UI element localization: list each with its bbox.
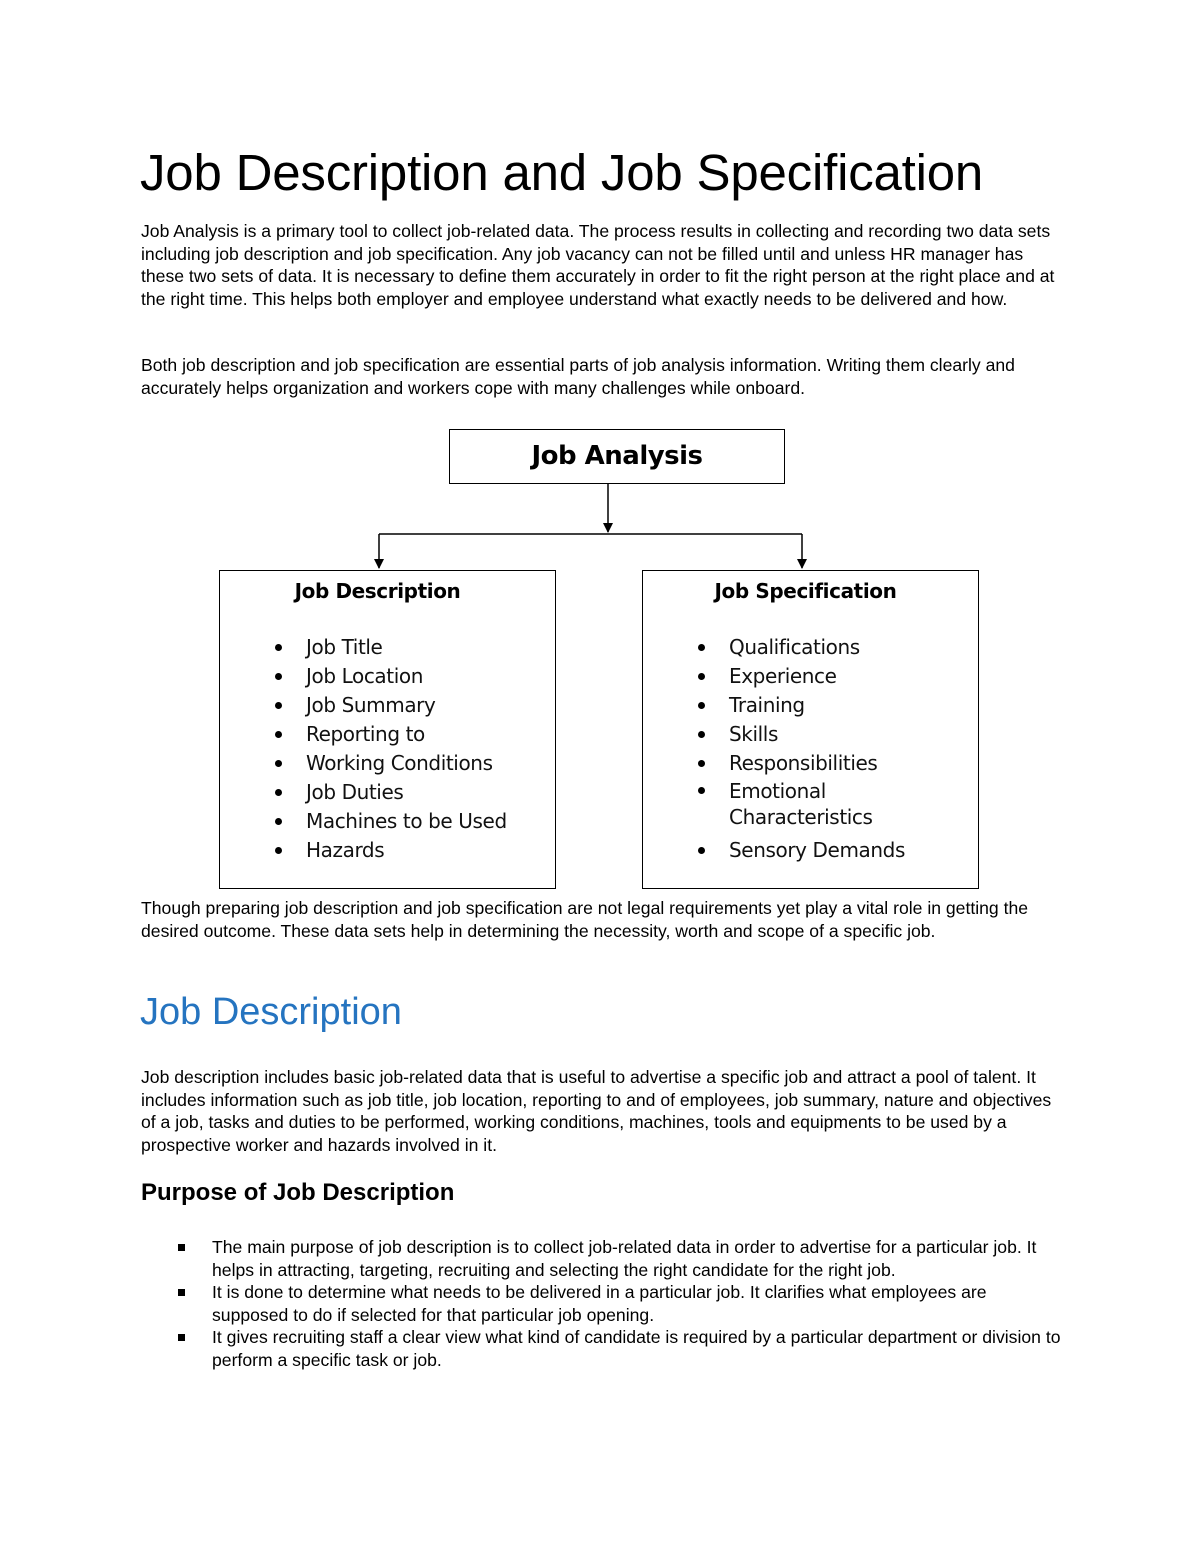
bullet-icon xyxy=(698,787,705,794)
list-item: It gives recruiting staff a clear view what kind of candidate is required by a particular department or division to perform a specific task or job. xyxy=(141,1326,1066,1371)
page-title: Job Description and Job Specification xyxy=(140,144,984,201)
list-item: Training xyxy=(643,691,905,720)
list-item: Hazards xyxy=(220,836,507,865)
list-item: Working Conditions xyxy=(220,749,507,778)
job-description-box-title: Job Description xyxy=(294,579,461,603)
intro-paragraph-2: Both job description and job specification are essential parts of job analysis information. Writing them clearly and accurately helps organization and workers cope with many challenges while onboard. xyxy=(141,355,1015,398)
job-specification-box xyxy=(642,570,979,889)
bullet-icon xyxy=(698,731,705,738)
list-item: Job Title xyxy=(220,633,507,662)
list-item: Skills xyxy=(643,720,905,749)
square-bullet-icon xyxy=(178,1334,185,1341)
bullet-icon xyxy=(275,673,282,680)
list-item: The main purpose of job description is to collect job-related data in order to advertise for a particular job. It helps in attracting, targeting, recruiting and selecting the right candidate for the right job. xyxy=(141,1236,1066,1281)
list-item: Job Summary xyxy=(220,691,507,720)
job-analysis-label: Job Analysis xyxy=(531,441,703,471)
bullet-icon xyxy=(698,673,705,680)
square-bullet-icon xyxy=(178,1244,185,1251)
job-specification-box-title: Job Specification xyxy=(714,579,897,603)
bullet-icon xyxy=(275,818,282,825)
bullet-icon xyxy=(275,731,282,738)
list-item: Sensory Demands xyxy=(643,836,905,865)
bullet-icon xyxy=(698,702,705,709)
bullet-icon xyxy=(275,760,282,767)
job-description-paragraph: Job description includes basic job-related data that is useful to advertise a specific job and attract a pool of talent. It includes information such as job title, job location, reporting to and of employees, job summary, nature and objectives of a job, tasks and duties to be performed, working conditions, machines, tools and equipments to be used by a prospective worker and hazards involved in it. xyxy=(141,1067,1052,1155)
bullet-icon xyxy=(698,760,705,767)
purpose-list xyxy=(141,1236,1066,1372)
bullet-icon xyxy=(275,789,282,796)
list-item: Experience xyxy=(643,662,905,691)
summary-paragraph: Though preparing job description and job specification are not legal requirements yet play a vital role in getting the desired outcome. These data sets help in determining the necessity, worth and scope of a specific job. xyxy=(141,898,1029,941)
bullet-icon xyxy=(275,847,282,854)
list-item: Job Duties xyxy=(220,778,507,807)
bullet-icon xyxy=(275,702,282,709)
purpose-heading: Purpose of Job Description xyxy=(141,1179,455,1206)
list-item: Responsibilities xyxy=(643,749,905,778)
list-item: Machines to be Used xyxy=(220,807,507,836)
list-item: Qualifications xyxy=(643,633,905,662)
square-bullet-icon xyxy=(178,1289,185,1296)
list-item: Emotional Characteristics xyxy=(643,778,879,830)
list-item: It is done to determine what needs to be delivered in a particular job. It clarifies what employees are supposed to do if selected for that particular job opening. xyxy=(141,1281,1066,1326)
list-item: Reporting to xyxy=(220,720,507,749)
job-description-items xyxy=(220,633,507,865)
job-description-box xyxy=(219,570,556,889)
list-item: Job Location xyxy=(220,662,507,691)
job-specification-items xyxy=(643,633,905,865)
bullet-icon xyxy=(698,644,705,651)
bullet-icon xyxy=(698,847,705,854)
job-analysis-box xyxy=(449,429,785,484)
job-description-heading: Job Description xyxy=(140,991,402,1033)
bullet-icon xyxy=(275,644,282,651)
intro-paragraph-1: Job Analysis is a primary tool to collect job-related data. The process results in collecting and recording two data sets including job description and job specification. Any job vacancy can not be filled until and unless HR manager has these two sets of data. It is necessary to define them accurately in order to fit the right person at the right place and at the right time. This helps both employer and employee understand what exactly needs to be delivered and how. xyxy=(141,221,1055,309)
